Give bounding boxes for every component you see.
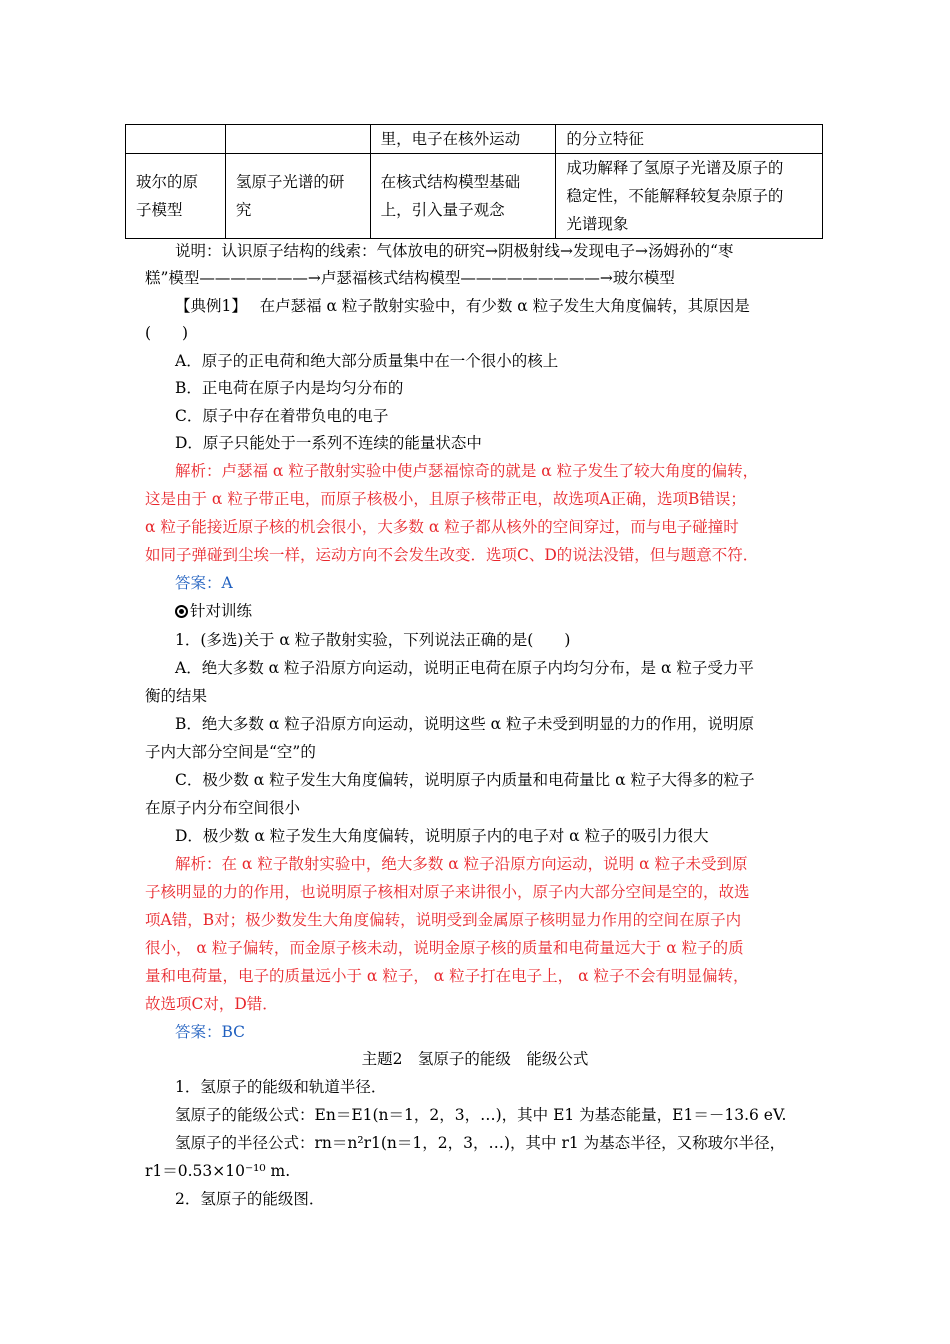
energy-formula: En＝E1(n＝1，2，3，…) [314,1106,502,1124]
formula-label: 氢原子的半径公式： [175,1134,315,1152]
option-b: B．绝大多数 α 粒子沿原方向运动，说明这些 α 粒子未受到明显的力的作用，说明原 [175,715,755,733]
target-bullet-icon [175,605,188,618]
option-d: D．原子只能处于一系列不连续的能量状态中 [175,434,482,452]
analysis-line: 解析：在 α 粒子散射实验中，绝大多数 α 粒子沿原方向运动，说明 α 粒子未受到原 [175,855,748,873]
analysis-line: 这是由于 α 粒子带正电，而原子核极小，且原子核带正电，故选项A正确，选项B错误； [145,490,746,508]
subsection-heading: 2．氢原子的能级图． [175,1190,325,1208]
cell-line: 子模型 [136,201,183,219]
analysis-line: α 粒子能接近原子核的机会很小，大多数 α 粒子都从核外的空间穿过，而与电子碰撞时 [145,518,739,536]
example-tag: 【典例1】 [175,297,240,315]
analysis-line: 故选项C对，D错． [145,995,278,1013]
cell-line: 上，引入量子观念 [380,201,505,219]
option-c: C．原子中存在着带负电的电子 [175,407,389,425]
energy-formula-line [175,1105,786,1125]
table-cell-model-name [126,154,226,239]
practice-heading-text: 针对训练 [190,602,253,620]
analysis-line: 量和电荷量，电子的质量远小于 α 粒子， α 粒子打在电子上， α 粒子不会有明显偏转， [145,967,749,985]
practice-question: 1．(多选)关于 α 粒子散射实验，下列说法正确的是( ) [175,631,571,649]
option-c-cont: 在原子内分布空间很小 [145,799,301,817]
table-cell [126,125,226,154]
note-line: 说明：认识原子结构的线索：气体放电的研究→阴极射线→发现电子→汤姆孙的“枣 [175,242,734,260]
atomic-model-table [125,124,823,239]
analysis-line: 项A错，B对；极少数发生大角度偏转，说明受到金属原子核明显力作用的空间在原子内 [145,911,742,929]
table-cell: 里，电子在核外运动 [370,125,556,154]
cell-line: 稳定性，不能解释较复杂原子的 [566,187,784,205]
option-b-cont: 子内大部分空间是“空”的 [145,743,316,761]
option-a: A．原子的正电荷和绝大部分质量集中在一个很小的核上 [175,352,559,370]
table-cell-content [370,154,556,239]
formula-note: ，其中 r1 为基态半径，又称玻尔半径， [510,1134,786,1152]
formula-label: 氢原子的能级公式： [175,1106,315,1124]
example-stem [175,296,750,316]
analysis-line: 如同子弹碰到尘埃一样，运动方向不会发生改变．选项C、D的说法没错，但与题意不符． [145,546,759,564]
cell-line: 玻尔的原 [136,173,199,191]
table-cell-success [556,154,823,239]
analysis-line: 很小， α 粒子偏转，而金原子核未动，说明金原子核的质量和电荷量远大于 α 粒子的质 [145,939,744,957]
radius-formula: rn＝n²r1(n＝1，2，3，…) [314,1134,511,1152]
formula-note: ，其中 E1 为基态能量，E1＝－13.6 eV. [501,1106,787,1124]
answer-paren: ( ) [145,324,189,342]
table-cell: 的分立特征 [556,125,823,154]
section-title: 主题2 氢原子的能级 能级公式 [361,1050,589,1068]
option-d: D．极少数 α 粒子发生大角度偏转，说明原子内的电子对 α 粒子的吸引力很大 [175,827,709,845]
table-cell [225,125,370,154]
analysis-line: 子核明显的力的作用，也说明原子核相对原子来讲很小，原子内大部分空间是空的，故选 [145,883,750,901]
cell-line: 氢原子光谱的研 [235,173,345,191]
cell-line: 在核式结构模型基础 [380,173,521,191]
answer-line: 答案：BC [175,1023,246,1041]
cell-line: 光谱现象 [566,215,629,233]
table-row [126,125,823,154]
cell-line: 成功解释了氢原子光谱及原子的 [566,159,784,177]
example-question: 在卢瑟福 α 粒子散射实验中，有少数 α 粒子发生大角度偏转，其原因是 [259,297,750,315]
option-b: B．正电荷在原子内是均匀分布的 [175,379,404,397]
answer-line: 答案：A [175,574,233,592]
cell-line: 究 [235,201,252,219]
radius-formula-line [175,1133,785,1153]
option-c: C．极少数 α 粒子发生大角度偏转，说明原子内质量和电荷量比 α 粒子大得多的粒子 [175,771,755,789]
note-line: 糕”模型———————→卢瑟福核式结构模型—————————→玻尔模型 [145,269,675,287]
bohr-radius-value: r1＝0.53×10⁻¹⁰ m. [145,1162,291,1180]
table-cell-basis [225,154,370,239]
analysis-line: 解析：卢瑟福 α 粒子散射实验中使卢瑟福惊奇的就是 α 粒子发生了较大角度的偏转， [175,462,759,480]
practice-heading [175,601,252,621]
option-a-cont: 衡的结果 [145,687,208,705]
option-a: A．绝大多数 α 粒子沿原方向运动，说明正电荷在原子内均匀分布，是 α 粒子受力平 [175,659,754,677]
table-row [126,154,823,239]
subsection-heading: 1．氢原子的能级和轨道半径． [175,1078,387,1096]
